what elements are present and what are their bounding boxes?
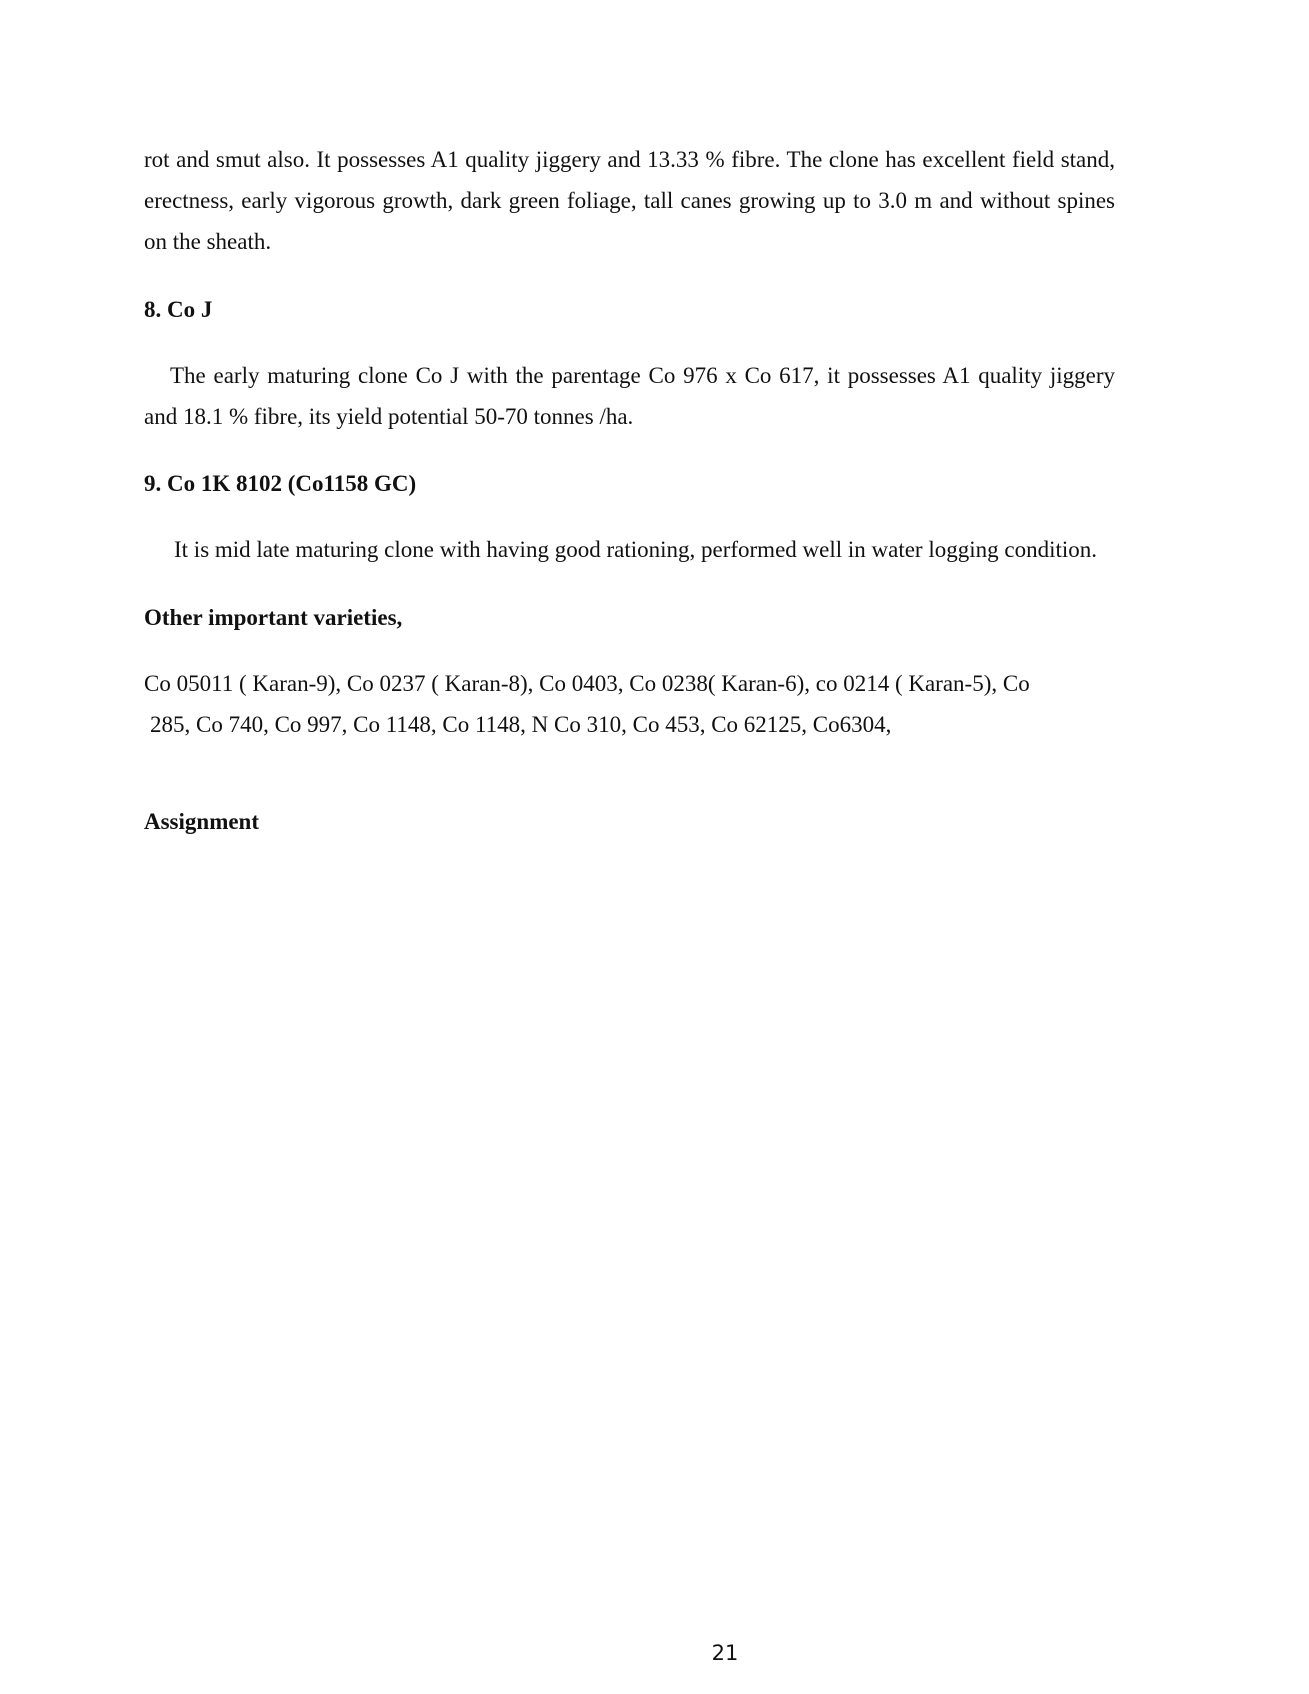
intro-line-2: erectness, early vigorous growth, dark green foliage, tall canes growing up to 3.0 m and without spines <box>144 188 1115 213</box>
other-varieties-line-2: 285, Co 740, Co 997, Co 1148, Co 1148, N Co 310, Co 453, Co 62125, Co6304, <box>150 712 892 737</box>
page-number: 21 <box>711 1641 739 1665</box>
section-8-heading: 8. Co J <box>144 297 213 322</box>
section-8-line-1: The early maturing clone Co J with the parentage Co 976 x Co 617, it possesses A1 quality jiggery <box>170 363 1115 388</box>
section-8-line-2: and 18.1 % fibre, its yield potential 50-70 tonnes /ha. <box>144 404 634 429</box>
section-9-heading: 9. Co 1K 8102 (Co1158 GC) <box>144 471 417 496</box>
other-varieties-heading: Other important varieties, <box>144 605 403 630</box>
intro-line-3: on the sheath. <box>144 229 272 254</box>
section-9-line-1: It is mid late maturing clone with having good rationing, performed well in water logging condition. <box>174 537 1097 562</box>
other-varieties-line-1: Co 05011 ( Karan-9), Co 0237 ( Karan-8), Co 0403, Co 0238( Karan-6), co 0214 ( Karan-5), Co <box>144 671 1030 696</box>
assignment-heading: Assignment <box>144 809 260 834</box>
intro-line-1: rot and smut also. It possesses A1 quality jiggery and 13.33 % fibre. The clone has excellent field stand, <box>144 147 1115 172</box>
